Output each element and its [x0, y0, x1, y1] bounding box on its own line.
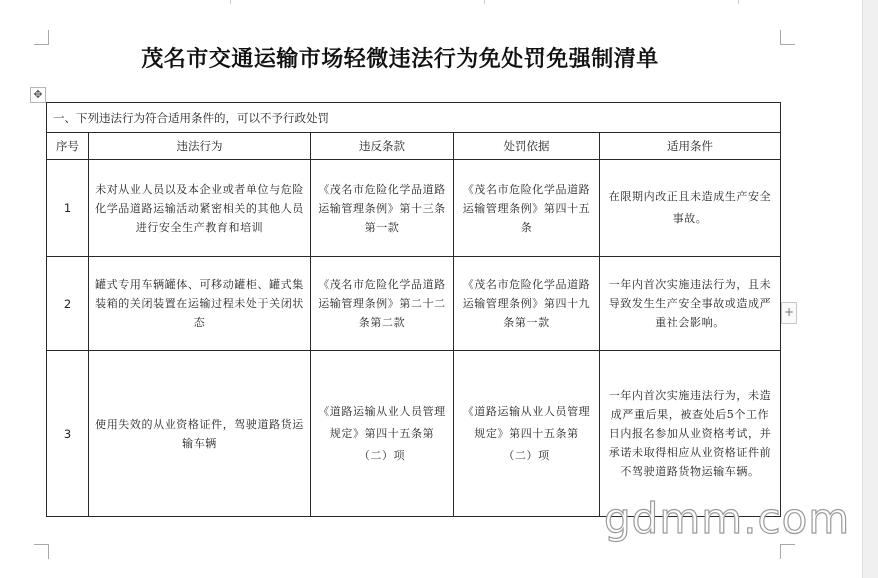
- top-ruler: [0, 0, 862, 4]
- penalty-basis: 《道路运输从业人员管理规定》第四十五条第（二）项: [454, 351, 600, 517]
- page-corner-mark: [780, 544, 795, 559]
- applicable-conditions: 一年内首次实施违法行为，未造成严重后果，被查处后5个工作日内报名参加从业资格考试，并承诺未取得相应从业资格证件前不驾驶道路货物运输车辆。: [600, 351, 781, 517]
- column-header: 适用条件: [600, 133, 781, 160]
- row-number: 3: [47, 351, 89, 517]
- violation-behavior: 未对从业人员以及本企业或者单位与危险化学品道路运输活动紧密相关的其他人员进行安全生产教育和培训: [89, 160, 311, 257]
- site-watermark: gdmm.com: [604, 494, 851, 543]
- penalty-basis: 《茂名市危险化学品道路运输管理条例》第四十五条: [454, 160, 600, 257]
- column-header: 处罚依据: [454, 133, 600, 160]
- column-header: 违反条款: [311, 133, 454, 160]
- violated-clause: 《茂名市危险化学品道路运输管理条例》第二十二条第二款: [311, 257, 454, 351]
- violation-behavior: 罐式专用车辆罐体、可移动罐柜、罐式集装箱的关闭装置在运输过程未处于关闭状态: [89, 257, 311, 351]
- penalty-exemption-table: [46, 102, 781, 517]
- column-header: 违法行为: [89, 133, 311, 160]
- plus-icon[interactable]: +: [781, 302, 797, 324]
- document-title: 茂名市交通运输市场轻微违法行为免处罚免强制清单: [141, 46, 659, 72]
- violated-clause: 《茂名市危险化学品道路运输管理条例》第十三条第一款: [311, 160, 454, 257]
- row-number: 1: [47, 160, 89, 257]
- penalty-basis: 《茂名市危险化学品道路运输管理条例》第四十九条第一款: [454, 257, 600, 351]
- page-corner-mark: [34, 544, 49, 559]
- table-header-row: [47, 133, 781, 160]
- row-number: 2: [47, 257, 89, 351]
- violated-clause: 《道路运输从业人员管理规定》第四十五条第（二）项: [311, 351, 454, 517]
- vertical-scrollbar[interactable]: [862, 0, 878, 578]
- table-row: [47, 257, 781, 351]
- section-heading: 一、下列违法行为符合适用条件的，可以不予行政处罚: [47, 103, 781, 133]
- move-icon[interactable]: ✥: [30, 87, 46, 103]
- violation-behavior: 使用失效的从业资格证件，驾驶道路货运输车辆: [89, 351, 311, 517]
- applicable-conditions: 一年内首次实施违法行为，且未导致发生生产安全事故或造成严重社会影响。: [600, 257, 781, 351]
- table-row: [47, 160, 781, 257]
- column-header: 序号: [47, 133, 89, 160]
- table-row: [47, 351, 781, 517]
- applicable-conditions: 在限期内改正且未造成生产安全事故。: [600, 160, 781, 257]
